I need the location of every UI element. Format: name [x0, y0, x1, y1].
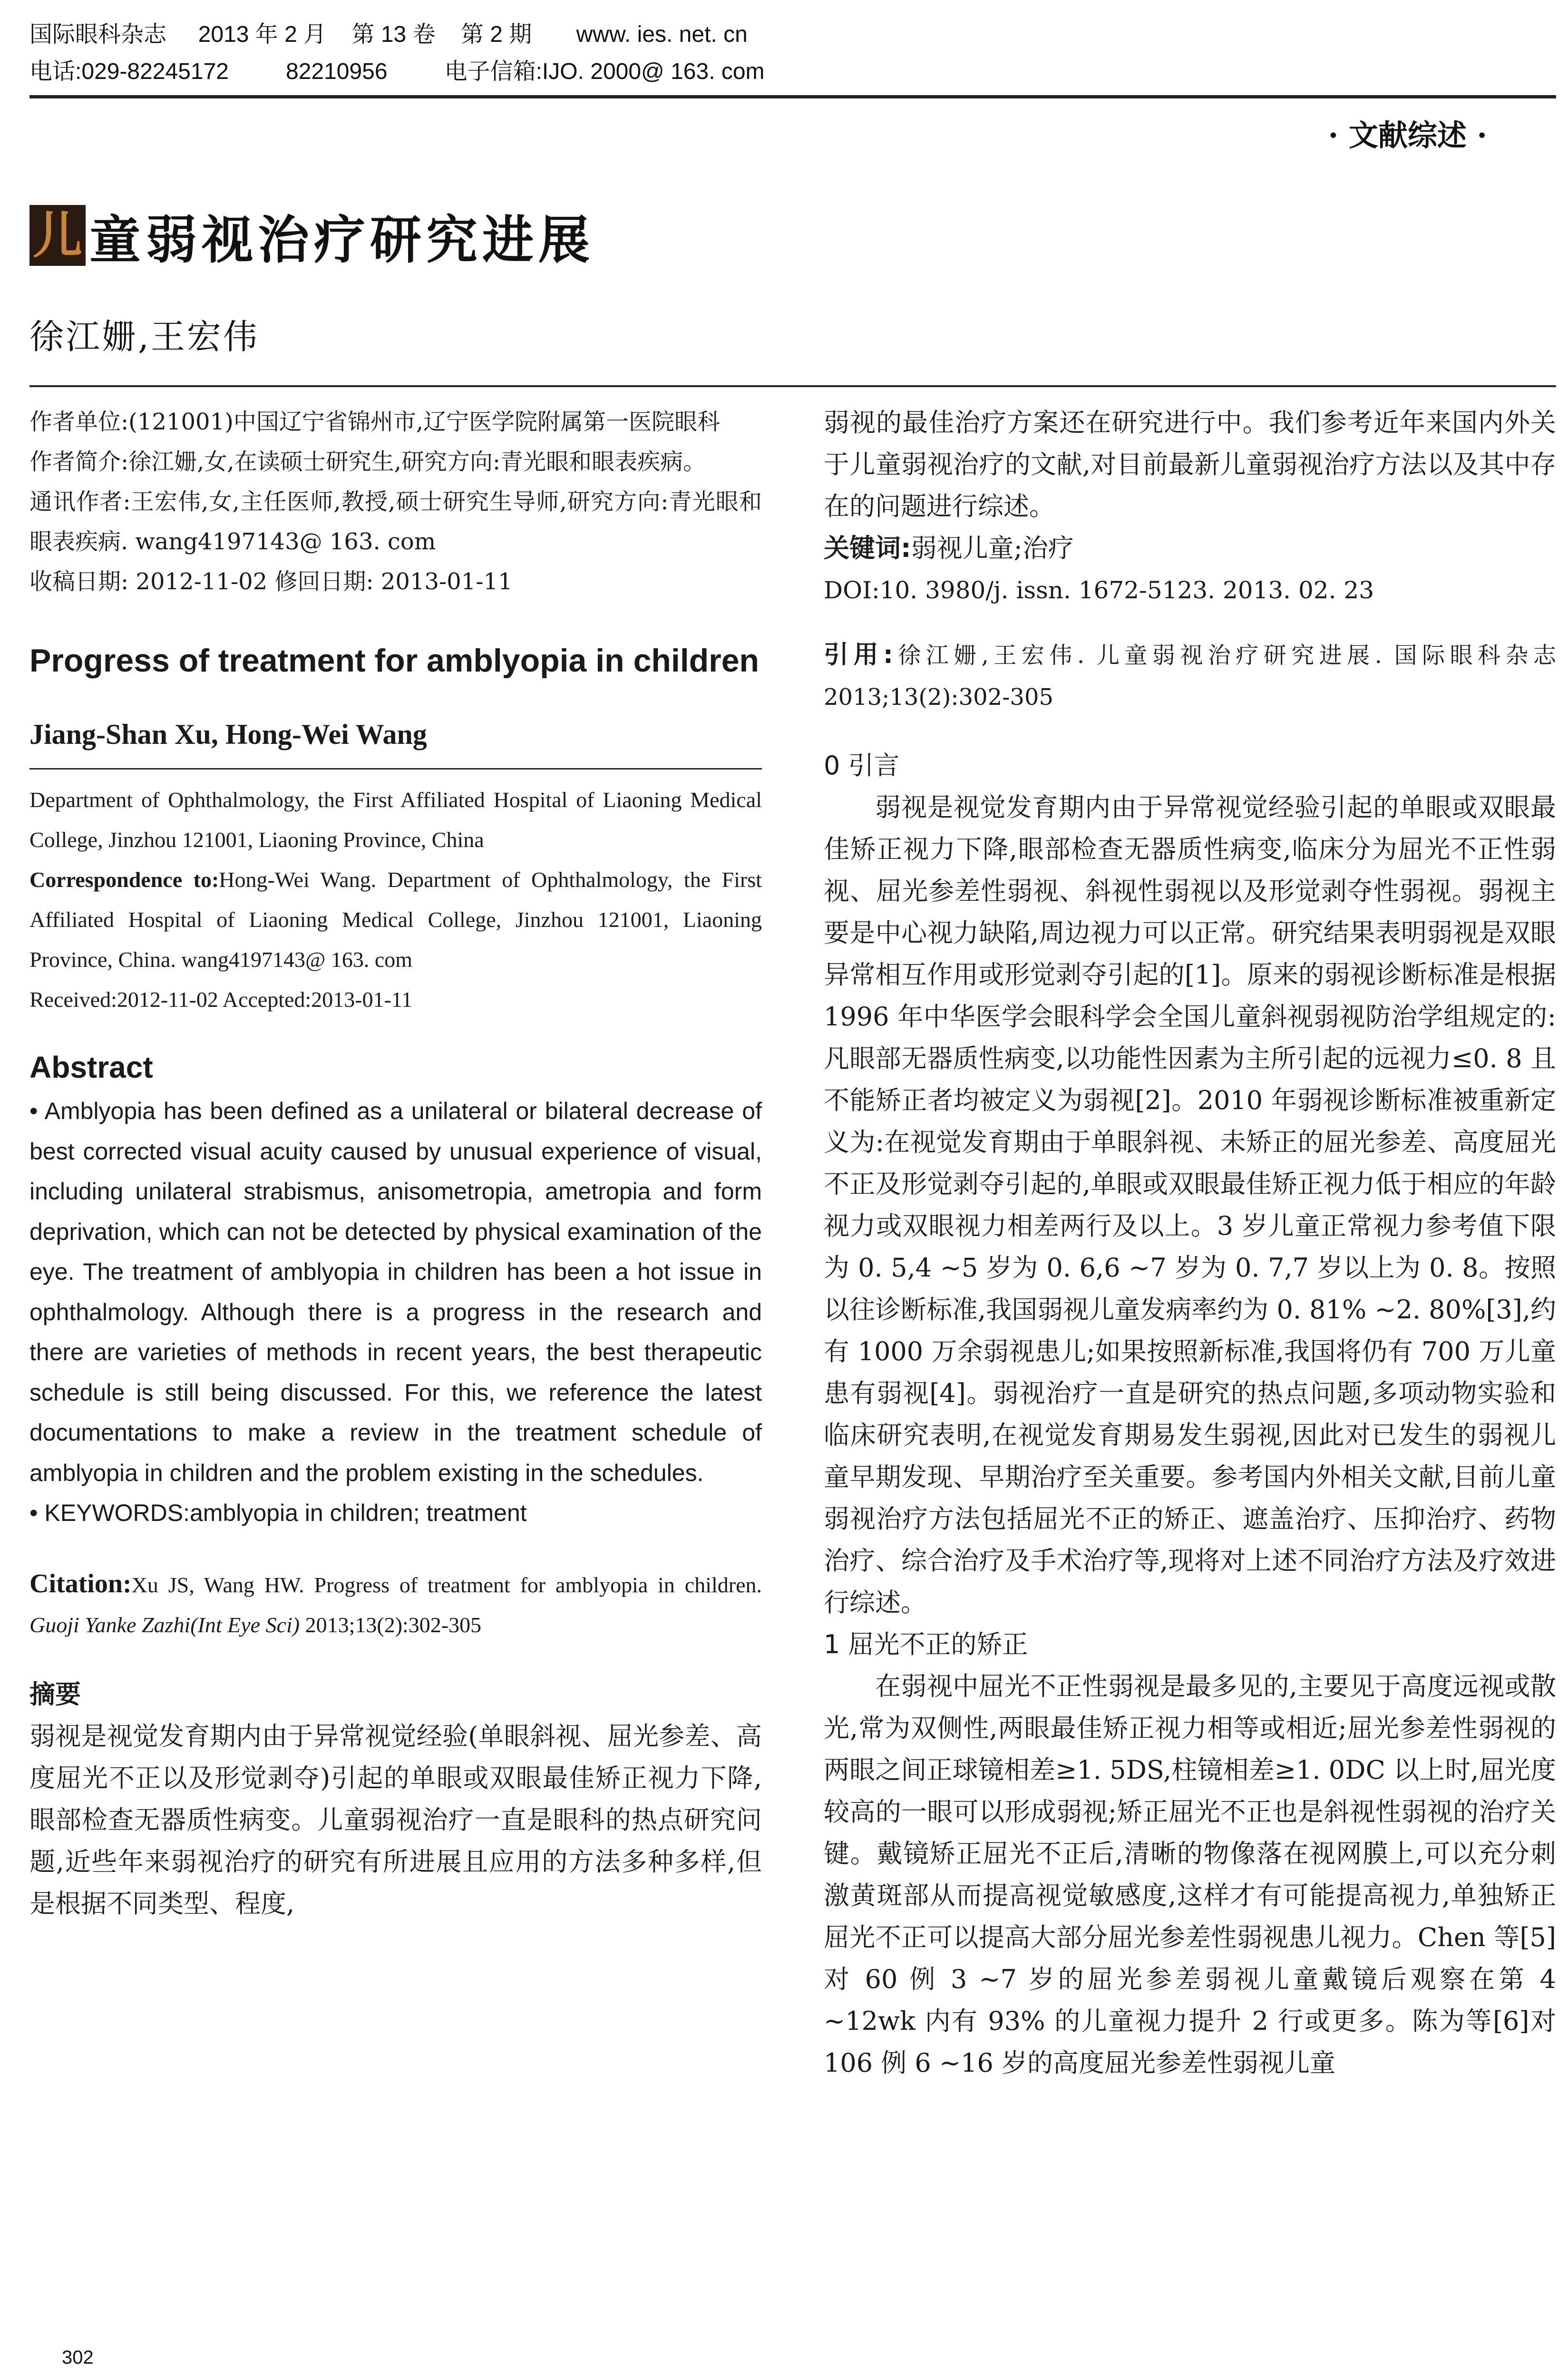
article-title: [29, 200, 594, 271]
correspondence-text: Hong-Wei Wang. Department of Ophthalmology, the First Affiliated Hospital of Liaoning Medical College, Jinzhou 121001, Liaoning Province, China. wang4197143@ 163. com: [29, 867, 762, 972]
abstract-text: • Amblyopia has been defined as a unilateral or bilateral decrease of best corrected visual acuity caused by unusual experience of visual, including unilateral strabismus, anisometropia, ametropia and form deprivation, which can not be detected by physical examination of the eye. The treatment of amblyopia in children has been a hot issue in ophthalmology. Although there is a progress in the research and there are varieties of methods in recent years, the best therapeutic schedule is still being discussed. For this, we reference the latest documentations to make a review in the treatment schedule of amblyopia in children and the problem existing in the schedules.: [29, 1098, 762, 1486]
section-0-text: 弱视是视觉发育期内由于异常视觉经验引起的单眼或双眼最佳矫正视力下降,眼部检查无器质性病变,临床分为屈光不正性弱视、屈光参差性弱视、斜视性弱视以及形觉剥夺性弱视。弱视主要是中心视力缺陷,周边视力可以正常。研究结果表明弱视是双眼异常相互作用或形觉剥夺引起的[1]。原来的弱视诊断标准是根据 1996 年中华医学会眼科学会全国儿童斜视弱视防治学组规定的:凡眼部无器质性病变,以功能性因素为主所引起的远视力≤0. 8 且不能矫正者均被定义为弱视[2]。2010 年弱视诊断标准被重新定义为:在视觉发育期由于单眼斜视、未矫正的屈光参差、高度屈光不正及形觉剥夺引起的,单眼或双眼最佳矫正视力低于相应的年龄视力或双眼视力相差两行及以上。3 岁儿童正常视力参考值下限为 0. 5,4 ~5 岁为 0. 6,6 ~7 岁为 0. 7,7 岁以上为 0. 8。按照以往诊断标准,我国弱视儿童发病率约为 0. 81% ~2. 80%[3],约有 1000 万余弱视患儿;如果按照新标准,我国将仍有 700 万儿童患有弱视[4]。弱视治疗一直是研究的热点问题,多项动物实验和临床研究表明,在视觉发育期易发生弱视,因此对已发生的弱视儿童早期发现、早期治疗至关重要。参考国内外相关文献,目前儿童弱视治疗方法包括屈光不正的矫正、遮盖治疗、压抑治疗、药物治疗、综合治疗及手术治疗等,现将对上述不同治疗方法及疗效进行综述。: [824, 792, 1556, 1617]
citation-text-a: Xu JS, Wang HW. Progress of treatment for amblyopia in children.: [131, 1572, 762, 1597]
authors-cn: 徐江姗,王宏伟: [29, 317, 259, 357]
section-0-heading: 0 引言: [824, 750, 900, 780]
title-first-char: 儿: [29, 205, 86, 266]
citation-journal: Guoji Yanke Zazhi(Int Eye Sci): [29, 1612, 300, 1637]
citation-cn-label: 引用:: [824, 641, 893, 669]
title-rule: [29, 385, 1556, 387]
citation-text-b: 2013;13(2):302-305: [300, 1612, 482, 1637]
english-dates: Received:2012-11-02 Accepted:2013-01-11: [29, 987, 413, 1012]
citation-cn: [824, 634, 1556, 718]
title-text: 童弱视治疗研究进展: [89, 210, 595, 270]
section-1-heading: 1 屈光不正的矫正: [824, 1629, 1028, 1659]
right-column: [824, 402, 1556, 2084]
english-authors: Jiang-Shan Xu, Hong-Wei Wang: [29, 719, 427, 750]
doi: DOI:10. 3980/j. issn. 1672-5123. 2013. 02. 23: [824, 576, 1374, 604]
keywords-en: • KEYWORDS:amblyopia in children; treatment: [29, 1500, 527, 1526]
abstract-cn-continued: 弱视的最佳治疗方案还在研究进行中。我们参考近年来国内外关于儿童弱视治疗的文献,对目前最新儿童弱视治疗方法以及其中存在的问题进行综述。: [824, 408, 1556, 521]
dates-cn: 收稿日期: 2012-11-02 修回日期: 2013-01-11: [29, 568, 513, 595]
journal-header-line2: 电话:029-82245172 82210956 电子信箱:IJO. 2000@ 163. com: [29, 59, 765, 84]
page-number: 302: [62, 2347, 94, 2368]
correspondence-cn: 通讯作者:王宏伟,女,主任医师,教授,硕士研究生导师,研究方向:青光眼和眼表疾病. wang4197143@ 163. com: [29, 488, 762, 555]
english-correspondence: [29, 860, 762, 980]
english-title: Progress of treatment for amblyopia in children: [29, 643, 760, 679]
section-1-text: 在弱视中屈光不正性弱视是最多见的,主要见于高度远视或散光,常为双侧性,两眼最佳矫正视力相等或相近;屈光参差性弱视的两眼之间正球镜相差≥1. 5DS,柱镜相差≥1. 0DC 以上时,屈光度较高的一眼可以形成弱视;矫正屈光不正也是斜视性弱视的治疗关键。戴镜矫正屈光不正后,清晰的物像落在视网膜上,可以充分刺激黄斑部从而提高视觉敏感度,这样才有可能提高视力,单独矫正屈光不正可以提高大部分屈光参差性弱视患儿视力。Chen 等[5]对 60 例 3 ~7 岁的屈光参差弱视儿童戴镜后观察在第 4 ~12wk 内有 93% 的儿童视力提升 2 行或更多。陈为等[6]对 106 例 6 ~16 岁的高度屈光参差性弱视儿童: [824, 1671, 1556, 2078]
abstract-heading: Abstract: [29, 1050, 153, 1084]
keywords-cn: [824, 527, 1556, 569]
abstract-cn-heading: 摘要: [29, 1679, 81, 1709]
keywords-cn-label: 关键词:: [824, 533, 911, 563]
abstract-cn-text: 弱视是视觉发育期内由于异常视觉经验(单眼斜视、屈光参差、高度屈光不正以及形觉剥夺)引起的单眼或双眼最佳矫正视力下降,眼部检查无器质性病变。儿童弱视治疗一直是眼科的热点研究问题,近些年来弱视治疗的研究有所进展且应用的方法多种多样,但是根据不同类型、程度,: [29, 1721, 762, 1919]
section-tag: · 文献综述 ·: [1328, 118, 1487, 153]
keywords-cn-text: 弱视儿童;治疗: [911, 533, 1074, 563]
correspondence-label: Correspondence to:: [29, 867, 219, 892]
citation-en: [29, 1564, 762, 1645]
left-column: [29, 402, 762, 1925]
citation-cn-text: 徐江姗,王宏伟. 儿童弱视治疗研究进展. 国际眼科杂志 2013;13(2):302-305: [824, 642, 1557, 711]
citation-label: Citation:: [29, 1568, 132, 1598]
journal-header-line1: 国际眼科杂志 2013 年 2 月 第 13 卷 第 2 期 www. ies. net. cn: [29, 22, 748, 47]
author-bio-cn: 作者简介:徐江姗,女,在读硕士研究生,研究方向:青光眼和眼表疾病。: [29, 448, 706, 475]
affiliation-cn: 作者单位:(121001)中国辽宁省锦州市,辽宁医学院附属第一医院眼科: [29, 409, 721, 435]
english-affiliation: Department of Ophthalmology, the First Affiliated Hospital of Liaoning Medical College, Jinzhou 121001, Liaoning Province, China: [29, 788, 762, 852]
header-rule: [29, 95, 1556, 98]
